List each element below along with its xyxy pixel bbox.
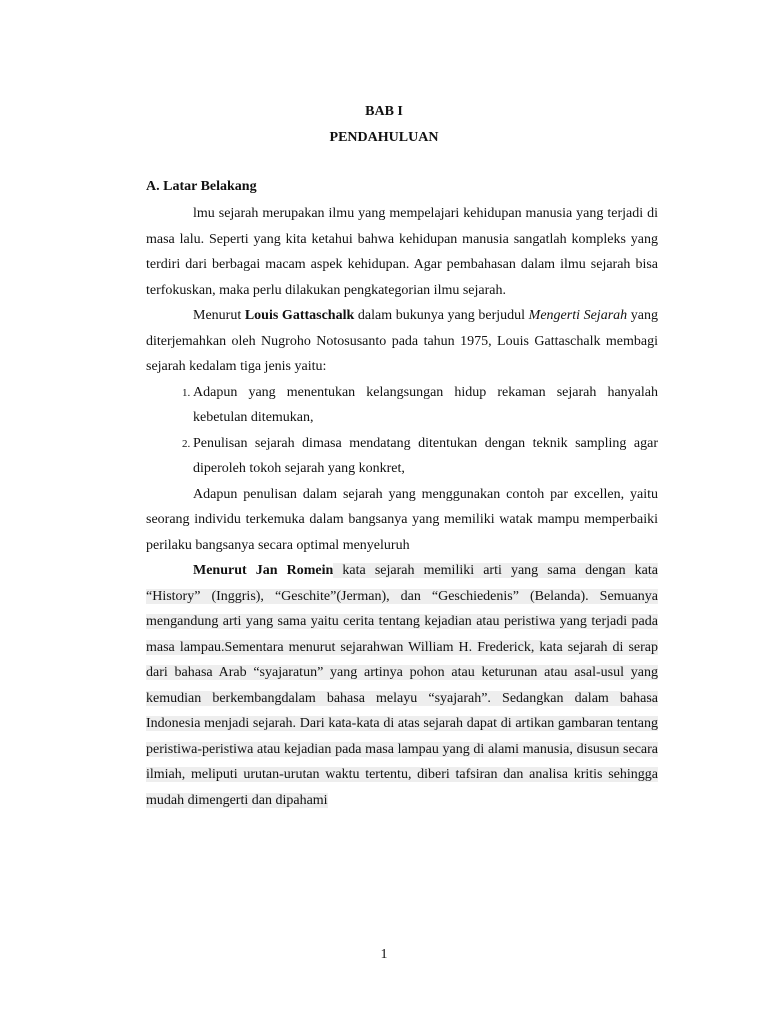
body-text — [146, 201, 658, 813]
paragraph-2 — [146, 303, 658, 380]
para2-text-a: Menurut — [193, 308, 245, 323]
page-number: 1 — [380, 947, 388, 962]
list-item: 2. Penulisan sejarah dimasa mendatang ditentukan dengan teknik sampling agar diperoleh tokoh sejarah yang konkret, — [193, 431, 658, 482]
jan-romein-label: Menurut Jan Romein — [193, 563, 334, 578]
chapter-number: BAB I — [365, 104, 403, 119]
para4-text: kata sejarah memiliki arti yang sama dengan kata “History” (Inggris), “Geschite”(Jerman), dan “Geschiedenis” (Belanda). Semuanya mengandung arti yang sama yaitu cerita tentang kejadian atau peristiwa yang terjadi pada masa lampau.Sementara menurut sejarahwan William H. Frederick, kata sejarah di serap dari bahasa Arab “syajaratun” yang artinya pohon atau keturunan atau asal-usul yang kemudian berkembangdalam bahasa melayu “syajarah”. Sedangkan dalam bahasa Indonesia menjadi sejarah. Dari kata-kata di atas sejarah dapat di artikan gambaran tentang peristiwa-peristiwa atau kejadian pada masa lampau yang di alami manusia, disusun secara ilmiah, meliputi urutan-urutan waktu tertentu, diberi tafsiran dan analisa kritis sehingga mudah dimengerti dan dipahami — [146, 563, 658, 808]
numbered-list — [146, 380, 658, 482]
paragraph-4 — [146, 558, 658, 813]
section-heading: A. Latar Belakang — [146, 179, 257, 194]
paragraph-1: lmu sejarah merupakan ilmu yang mempelajari kehidupan manusia yang terjadi di masa lalu. Seperti yang kita ketahui bahwa kehidupan manusia sangatlah kompleks yang terdiri dari berbagai macam aspek kehidupan. Agar pembahasan dalam ilmu sejarah bisa terfokuskan, maka perlu dilakukan pengkategorian ilmu sejarah. — [146, 206, 658, 298]
chapter-title: PENDAHULUAN — [329, 130, 439, 145]
list-item: 1. Adapun yang menentukan kelangsungan hidup rekaman sejarah hanyalah kebetulan ditemukan, — [193, 380, 658, 431]
para2-text-b: dalam bukunya yang berjudul — [354, 308, 529, 323]
book-title: Mengerti Sejarah — [528, 308, 628, 323]
paragraph-3: Adapun penulisan dalam sejarah yang menggunakan contoh par excellen, yaitu seorang individu terkemuka dalam bangsanya yang memiliki watak mampu memperbaiki perilaku bangsanya secara optimal menyeluruh — [146, 486, 658, 553]
author-name: Louis Gattaschalk — [244, 308, 355, 323]
para2-text-c: yang diterjemahkan oleh Nugroho Notosusanto pada tahun 1975, Louis Gattaschalk membagi sejarah kedalam tiga jenis yaitu: — [146, 308, 658, 374]
